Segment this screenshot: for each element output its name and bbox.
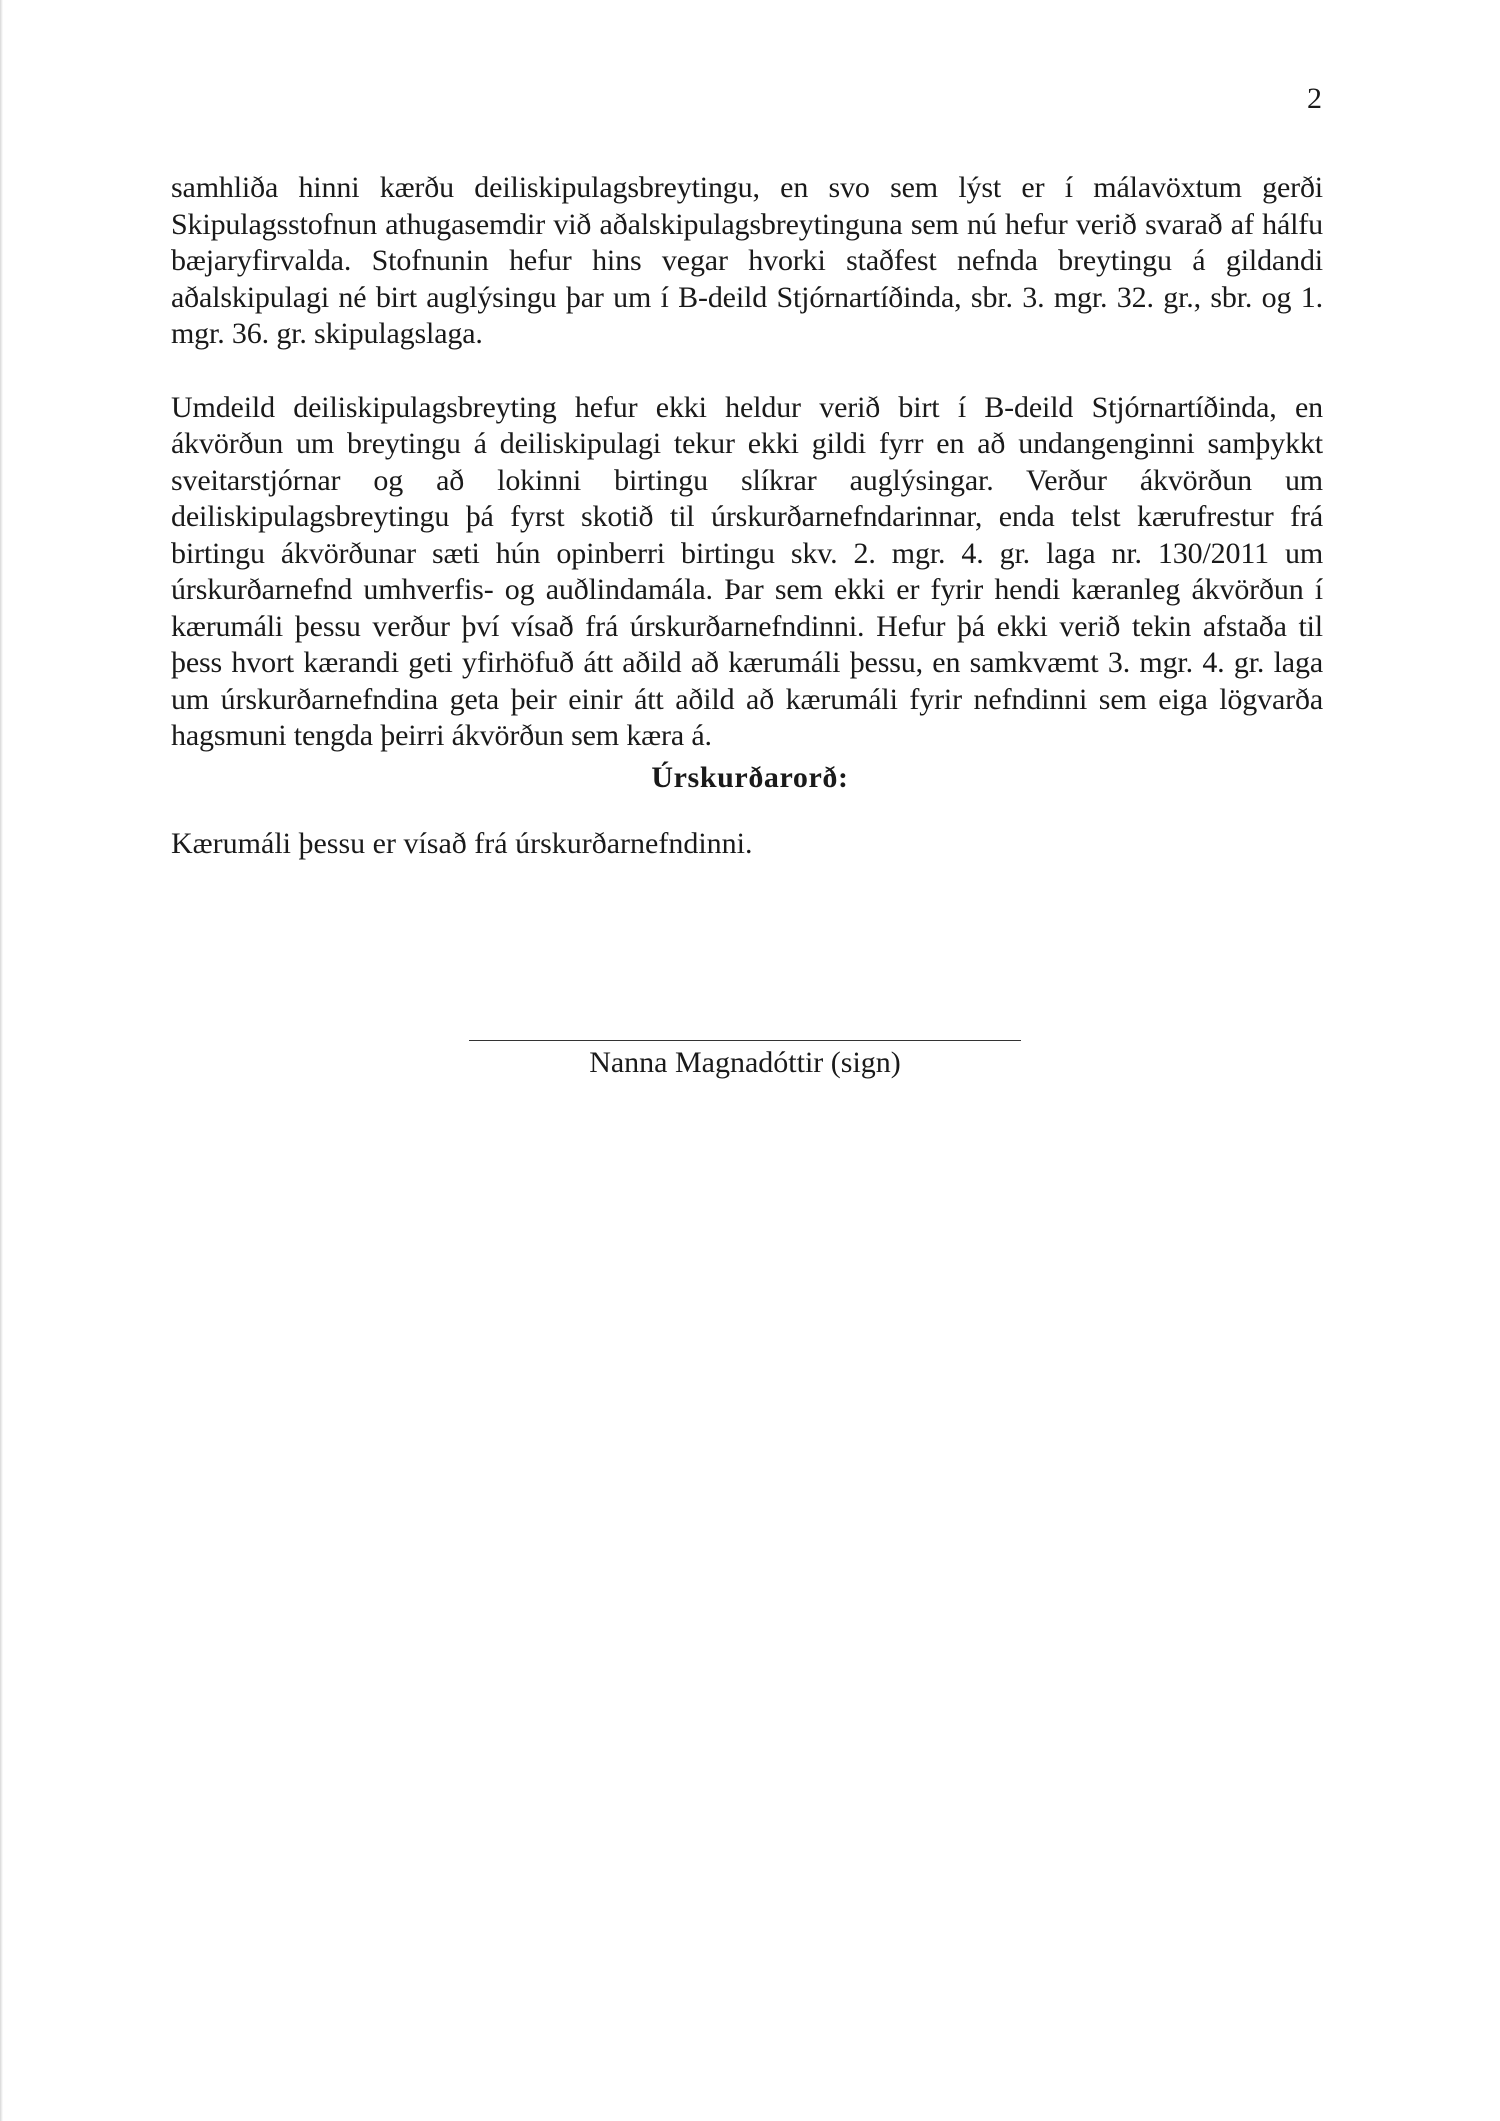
ruling-text: Kærumáli þessu er vísað frá úrskurðarnefndinni. — [171, 827, 753, 860]
page-number: 2 — [1307, 82, 1322, 115]
signature-line — [469, 1040, 1021, 1041]
signature-name: Nanna Magnadóttir (sign) — [589, 1046, 901, 1079]
scan-edge — [0, 0, 3, 2121]
paragraph-2: Umdeild deiliskipulagsbreyting hefur ekki heldur verið birt í B-deild Stjórnartíðinda, en ákvörðun um breytingu á deiliskipulagi tekur ekki gildi fyrr en að undangenginni samþykkt sveitarstjórnar og að lokinni birtingu slíkrar auglýsingar. Verður ákvörðun um deiliskipulagsbreytingu þá fyrst skotið til úrskurðarnefndarinnar, enda telst kærufrestur frá birtingu ákvörðunar sæti hún opinberri birtingu skv. 2. mgr. 4. gr. laga nr. 130/2011 um úrskurðarnefnd umhverfis- og auðlindamála. Þar sem ekki er fyrir hendi kæranleg ákvörðun í kærumáli þessu verður því vísað frá úrskurðarnefndinni. Hefur þá ekki verið tekin afstaða til þess hvort kærandi geti yfirhöfuð átt aðild að kærumáli þessu, en samkvæmt 3. mgr. 4. gr. laga um úrskurðarnefndina geta þeir einir átt aðild að kærumáli fyrir nefndinni sem eiga lögvarða hagsmuni tengda þeirri ákvörðun sem kæra á. — [171, 390, 1323, 752]
body-text — [171, 170, 1323, 755]
paragraph-1: samhliða hinni kærðu deiliskipulagsbreytingu, en svo sem lýst er í málavöxtum gerði Skipulagsstofnun athugasemdir við aðalskipulagsbreytinguna sem nú hefur verið svarað af hálfu bæjaryfirvalda. Stofnunin hefur hins vegar hvorki staðfest nefnda breytingu á gildandi aðalskipulagi né birt auglýsingu þar um í B-deild Stjórnartíðinda, sbr. 3. mgr. 32. gr., sbr. og 1. mgr. 36. gr. skipulagslaga. — [171, 171, 1323, 350]
ruling-heading: Úrskurðarorð: — [651, 761, 849, 794]
